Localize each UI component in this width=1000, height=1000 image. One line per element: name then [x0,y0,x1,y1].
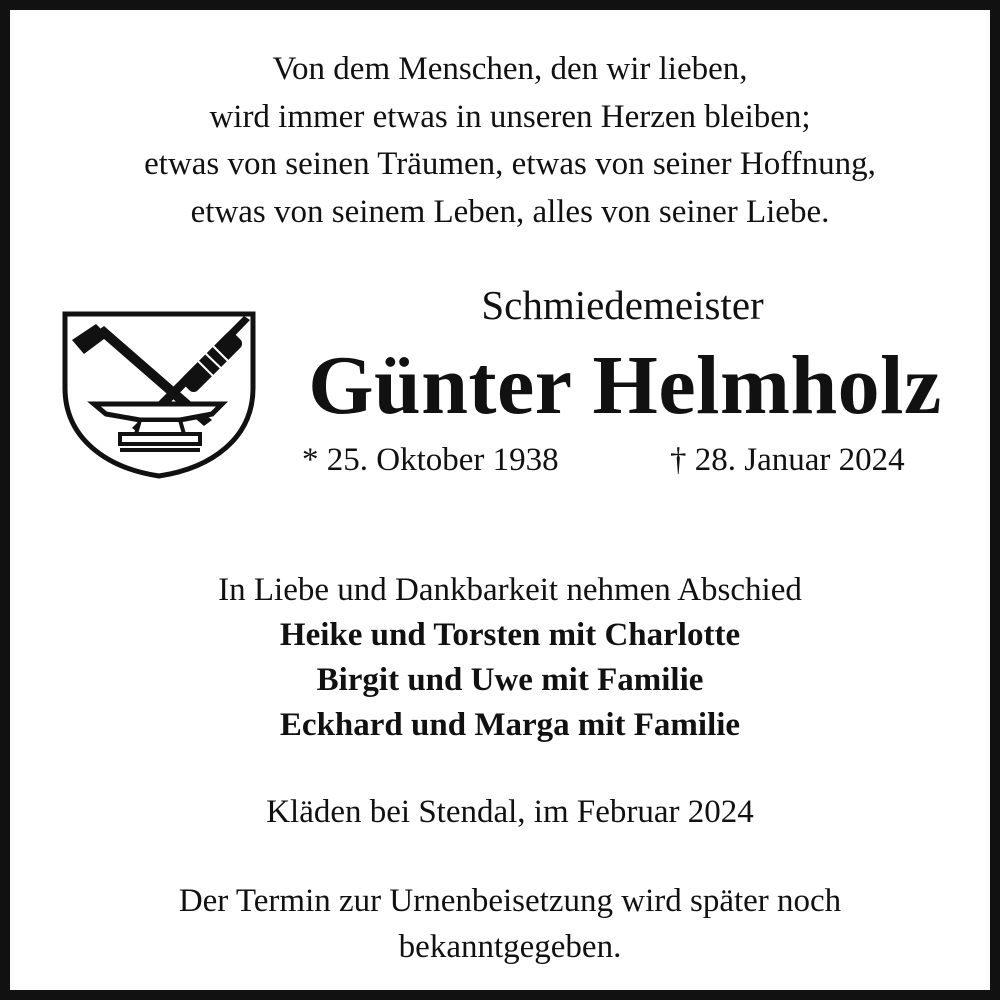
burial-notice [10,878,1000,970]
farewell-intro: In Liebe und Dankbarkeit nehmen Abschied [218,572,802,608]
family-section [10,568,1000,748]
poem-line: wird immer etwas in unseren Herzen bleiben; [209,98,811,135]
notice-line: bekanntgegeben. [398,929,622,965]
poem-line: etwas von seinem Leben, alles von seiner Liebe. [190,193,830,230]
family-name-line: Heike und Torsten mit Charlotte [279,617,741,653]
blacksmith-crest-icon [62,310,257,480]
death-date: † 28. Januar 2024 [670,442,905,478]
poem [10,46,1000,236]
deceased-name: Günter Helmholz [308,339,942,432]
family-name-line: Birgit und Uwe mit Familie [316,662,704,698]
place-date: Kläden bei Stendal, im Februar 2024 [266,794,754,830]
family-name-line: Eckhard und Marga mit Familie [279,707,741,743]
occupation-title: Schmiedemeister [481,282,764,328]
birth-date: * 25. Oktober 1938 [302,442,559,478]
poem-line: etwas von seinen Träumen, etwas von seiner Hoffnung, [144,146,876,182]
poem-line: Von dem Menschen, den wir lieben, [272,51,748,87]
notice-line: Der Termin zur Urnenbeisetzung wird später noch [178,883,842,919]
